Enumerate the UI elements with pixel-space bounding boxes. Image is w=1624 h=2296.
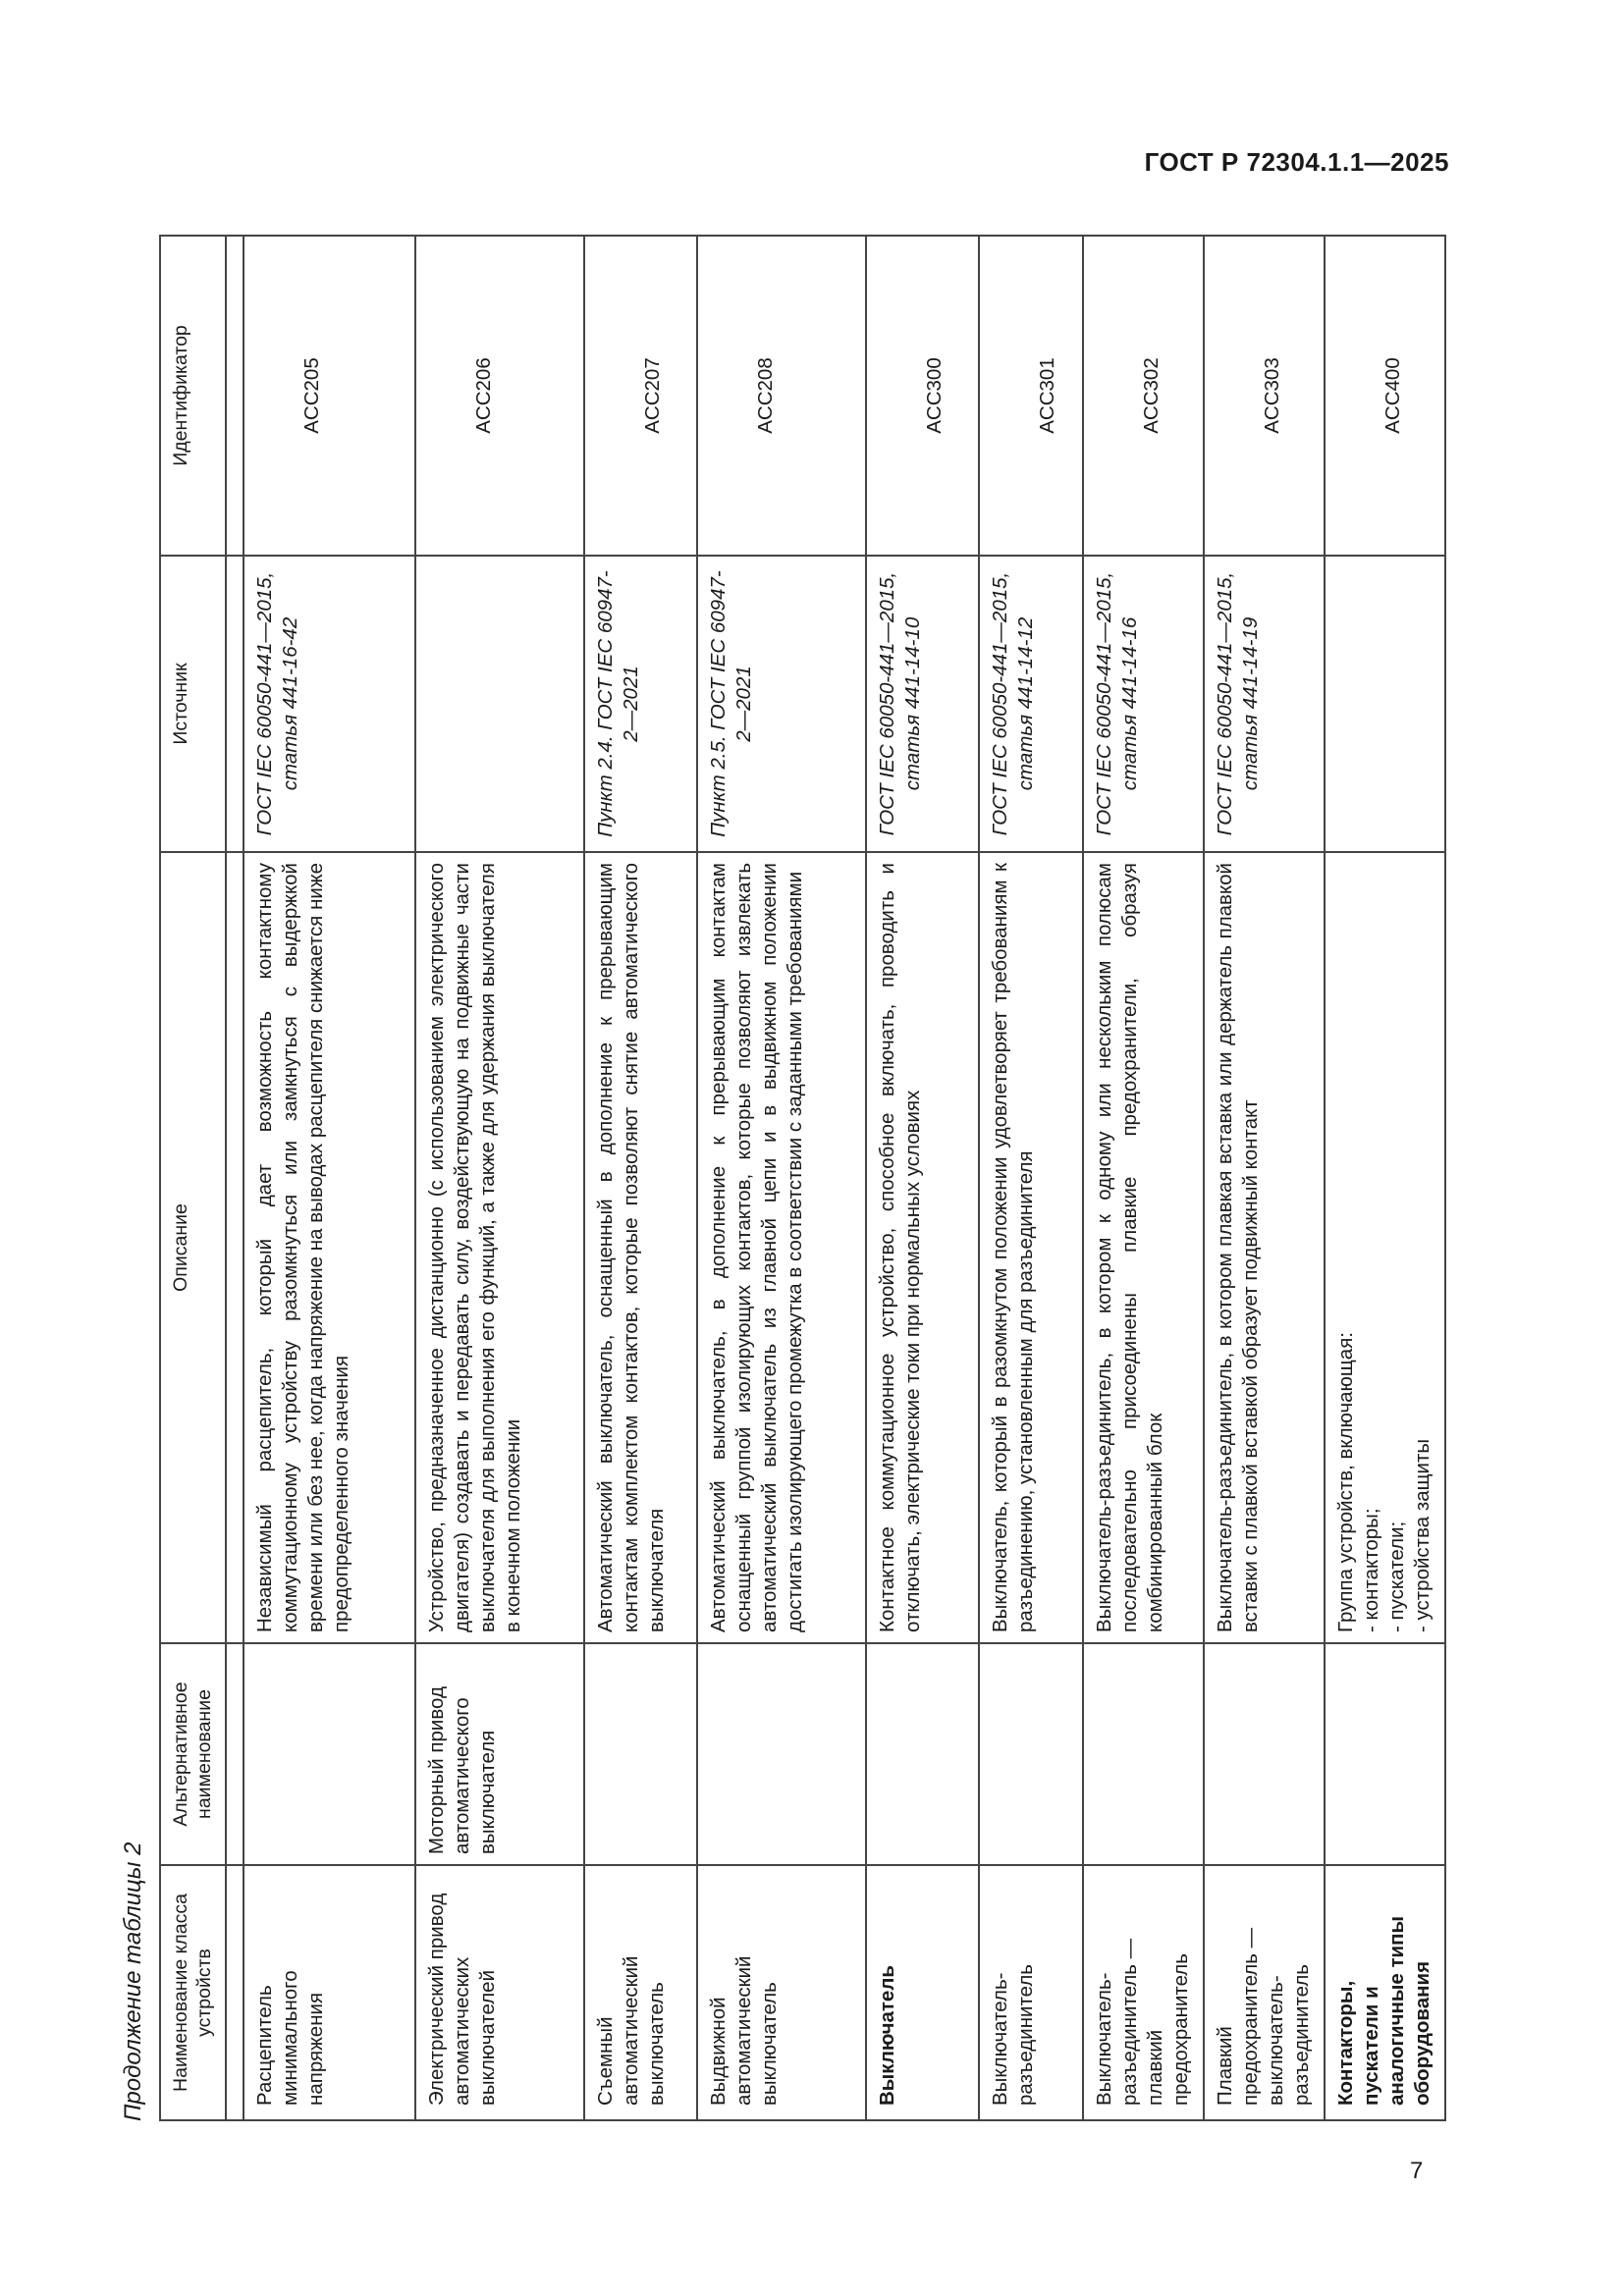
cell-ident: ACC303 [1204,236,1325,556]
table-row [1204,236,1325,2120]
cell-desc: Выключатель, который в разомкнутом положении удовлетворяет требованиям к разъединению, установленным для разъединителя [979,852,1083,1643]
desc-line: - контакторы; [1359,1508,1382,1632]
cell-alt [697,1643,866,1865]
cell-source: ГОСТ IEC 60050-441—2015, статья 441-14-12 [979,556,1083,852]
standard-number: ГОСТ Р 72304.1.1—2025 [1144,147,1449,177]
cell-desc: Устройство, предназначенное дистанционно (с использованием электрического двигателя) создавать и передавать силу, воздействующую на подвижные части выключателя для выполнения его функций, а также для удержания выключателя в конечном положении [415,852,584,1643]
header-source: Источник [160,556,226,852]
devices-table [159,235,1446,2121]
cell-source: Пункт 2.4. ГОСТ IEC 60947-2—2021 [584,556,697,852]
desc-line: - устройства защиты [1411,1438,1435,1632]
cell-ident: ACC302 [1083,236,1204,556]
cell-ident: ACC207 [584,236,697,556]
table-row [979,236,1083,2120]
cell-alt [866,1643,979,1865]
table-row [584,236,697,2120]
table-row [244,236,415,2120]
cell-alt [584,1643,697,1865]
cell-name: Съемный автоматический выключатель [584,1865,697,2120]
cell-alt [244,1643,415,1865]
cell-name: Электрический привод автоматических выключателей [415,1865,584,2120]
header-name: Наименование класса устройств [160,1865,226,2120]
cell-desc: Независимый расцепитель, который дает возможность контактному коммутационному устройству разомкнуться или замкнуться с выдержкой времени или без нее, когда напряжение на выводах расцепителя снижается ниже предопределенного значения [244,852,415,1643]
cell-source: ГОСТ IEC 60050-441—2015, статья 441-14-16 [1083,556,1204,852]
desc-line: - пускатели; [1385,1521,1409,1632]
cell-alt [1325,1643,1445,1865]
header-separator-cell [226,1643,244,1865]
cell-desc: Выключатель-разъединитель, в котором плавкая вставка или держатель плавкой вставки с плавкой вставкой образует подвижный контакт [1204,852,1325,1643]
cell-alt [1083,1643,1204,1865]
cell-desc: Автоматический выключатель, оснащенный в дополнение к прерывающим контактам комплектом контактов, которые позволяют снятие автоматического выключателя [584,852,697,1643]
table-caption: Продолжение таблицы 2 [120,1842,146,2121]
cell-source: ГОСТ IEC 60050-441—2015, статья 441-14-19 [1204,556,1325,852]
table-row [1325,236,1445,2120]
header-ident: Идентификатор [160,236,226,556]
cell-ident: ACC301 [979,236,1083,556]
cell-alt: Моторный привод автоматического выключателя [415,1643,584,1865]
header-row [160,236,226,2120]
cell-source: ГОСТ IEC 60050-441—2015, статья 441-14-10 [866,556,979,852]
cell-name: Контакторы, пускатели и аналогичные типы оборудования [1325,1865,1445,2120]
cell-desc: Контактное коммутационное устройство, способное включать, проводить и отключать, электрические токи при нормальных условиях [866,852,979,1643]
cell-name: Выключатель-разъединитель — плавкий предохранитель [1083,1865,1204,2120]
table-row [866,236,979,2120]
cell-name: Выключатель [866,1865,979,2120]
header-separator-cell [226,852,244,1643]
header-alt: Альтернативное наименование [160,1643,226,1865]
table-row [697,236,866,2120]
header-separator-cell [226,236,244,556]
cell-source [1325,556,1445,852]
cell-ident: ACC400 [1325,236,1445,556]
cell-alt [979,1643,1083,1865]
cell-alt [1204,1643,1325,1865]
cell-ident: ACC300 [866,236,979,556]
table-row [415,236,584,2120]
cell-ident: ACC206 [415,236,584,556]
cell-ident: ACC205 [244,236,415,556]
cell-name: Плавкий предохранитель — выключатель-разъединитель [1204,1865,1325,2120]
rotated-table-block [108,237,1435,2121]
cell-source [415,556,584,852]
cell-desc [1325,852,1445,1643]
header-desc: Описание [160,852,226,1643]
cell-desc: Выключатель-разъединитель, в котором к одному или нескольким полюсам последовательно присоединены плавкие предохранители, образуя комбинированный блок [1083,852,1204,1643]
cell-source: ГОСТ IEC 60050-441—2015, статья 441-16-42 [244,556,415,852]
cell-name: Выдвижной автоматический выключатель [697,1865,866,2120]
table-row [1083,236,1204,2120]
cell-name: Расцепитель минимального напряжения [244,1865,415,2120]
header-separator-cell [226,1865,244,2120]
desc-line: Группа устройств, включающая: [1333,1332,1357,1632]
cell-source: Пункт 2.5. ГОСТ IEC 60947-2—2021 [697,556,866,852]
header-separator-row [226,236,244,2120]
cell-desc: Автоматический выключатель, в дополнение к прерывающим контактам оснащенный группой изолирующих контактов, которые позволяют извлекать автоматический выключатель из главной цепи и в выдвижном положении достигать изолирующего промежутка в соответствии с заданными требованиями [697,852,866,1643]
cell-ident: ACC208 [697,236,866,556]
header-separator-cell [226,556,244,852]
cell-name: Выключатель-разъединитель [979,1865,1083,2120]
page-number: 7 [1410,2158,1424,2184]
